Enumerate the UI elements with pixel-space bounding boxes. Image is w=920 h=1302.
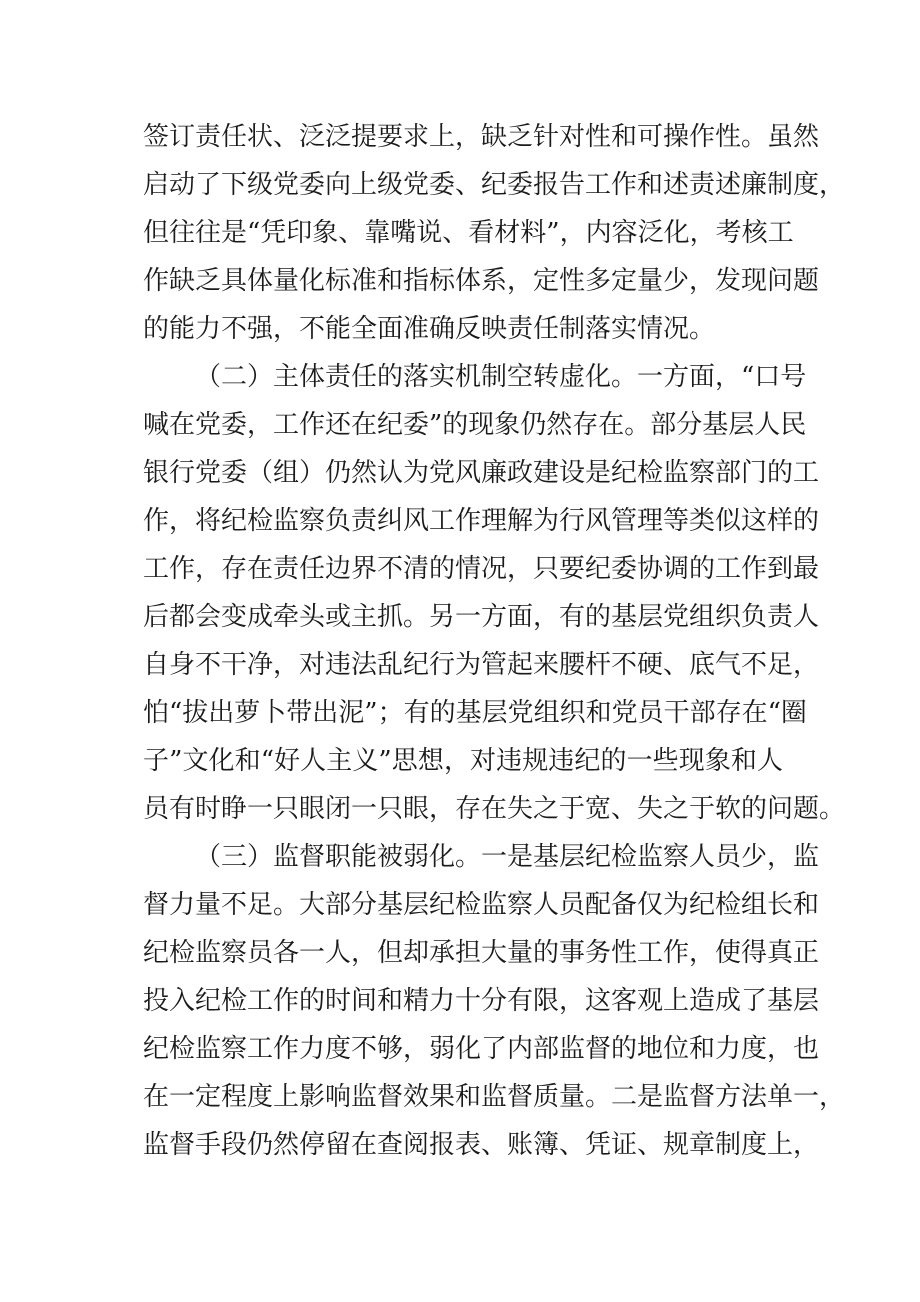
text-line: 怕“拔出萝卜带出泥”；有的基层党组织和党员干部存在“圈 [143,698,807,728]
text-line: 启动了下级党委向上级党委、纪委报告工作和述责述廉制度， [143,170,846,200]
paragraph-first-line: （三）监督职能被弱化。一是基层纪检监察人员少，监 [195,842,820,872]
text-line: 签订责任状、泛泛提要求上，缺乏针对性和可操作性。虽然 [143,122,820,152]
text-line: 银行党委（组）仍然认为党风廉政建设是纪检监察部门的工 [143,458,820,488]
text-line: 自身不干净，对违法乱纪行为管起来腰杆不硬、底气不足， [143,650,820,680]
text-line: 在一定程度上影响监督效果和监督质量。二是监督方法单一， [143,1082,846,1112]
text-line: 员有时睁一只眼闭一只眼，存在失之于宽、失之于软的问题。 [143,794,846,824]
text-line: 喊在党委，工作还在纪委”的现象仍然存在。部分基层人民 [143,410,807,440]
text-line: 后都会变成牵头或主抓。另一方面，有的基层党组织负责人 [143,602,820,632]
text-line: 督力量不足。大部分基层纪检监察人员配备仅为纪检组长和 [143,890,820,920]
text-line: 纪检监察员各一人，但却承担大量的事务性工作，使得真正 [143,938,820,968]
text-line: 监督手段仍然停留在查阅报表、账簿、凭证、规章制度上， [143,1130,820,1160]
paragraph-first-line: （二）主体责任的落实机制空转虚化。一方面，“口号 [195,362,807,392]
text-line: 纪检监察工作力度不够，弱化了内部监督的地位和力度，也 [143,1034,820,1064]
text-line: 但往往是“凭印象、靠嘴说、看材料”，内容泛化，考核工 [143,218,794,248]
text-line: 的能力不强，不能全面准确反映责任制落实情况。 [143,314,716,344]
text-line: 子”文化和“好人主义”思想，对违规违纪的一些现象和人 [143,746,783,776]
text-line: 作，将纪检监察负责纠风工作理解为行风管理等类似这样的 [143,506,820,536]
body-text [143,113,846,1169]
text-line: 投入纪检工作的时间和精力十分有限，这客观上造成了基层 [143,986,820,1016]
text-line: 工作，存在责任边界不清的情况，只要纪委协调的工作到最 [143,554,820,584]
text-line: 作缺乏具体量化标准和指标体系，定性多定量少，发现问题 [143,266,820,296]
